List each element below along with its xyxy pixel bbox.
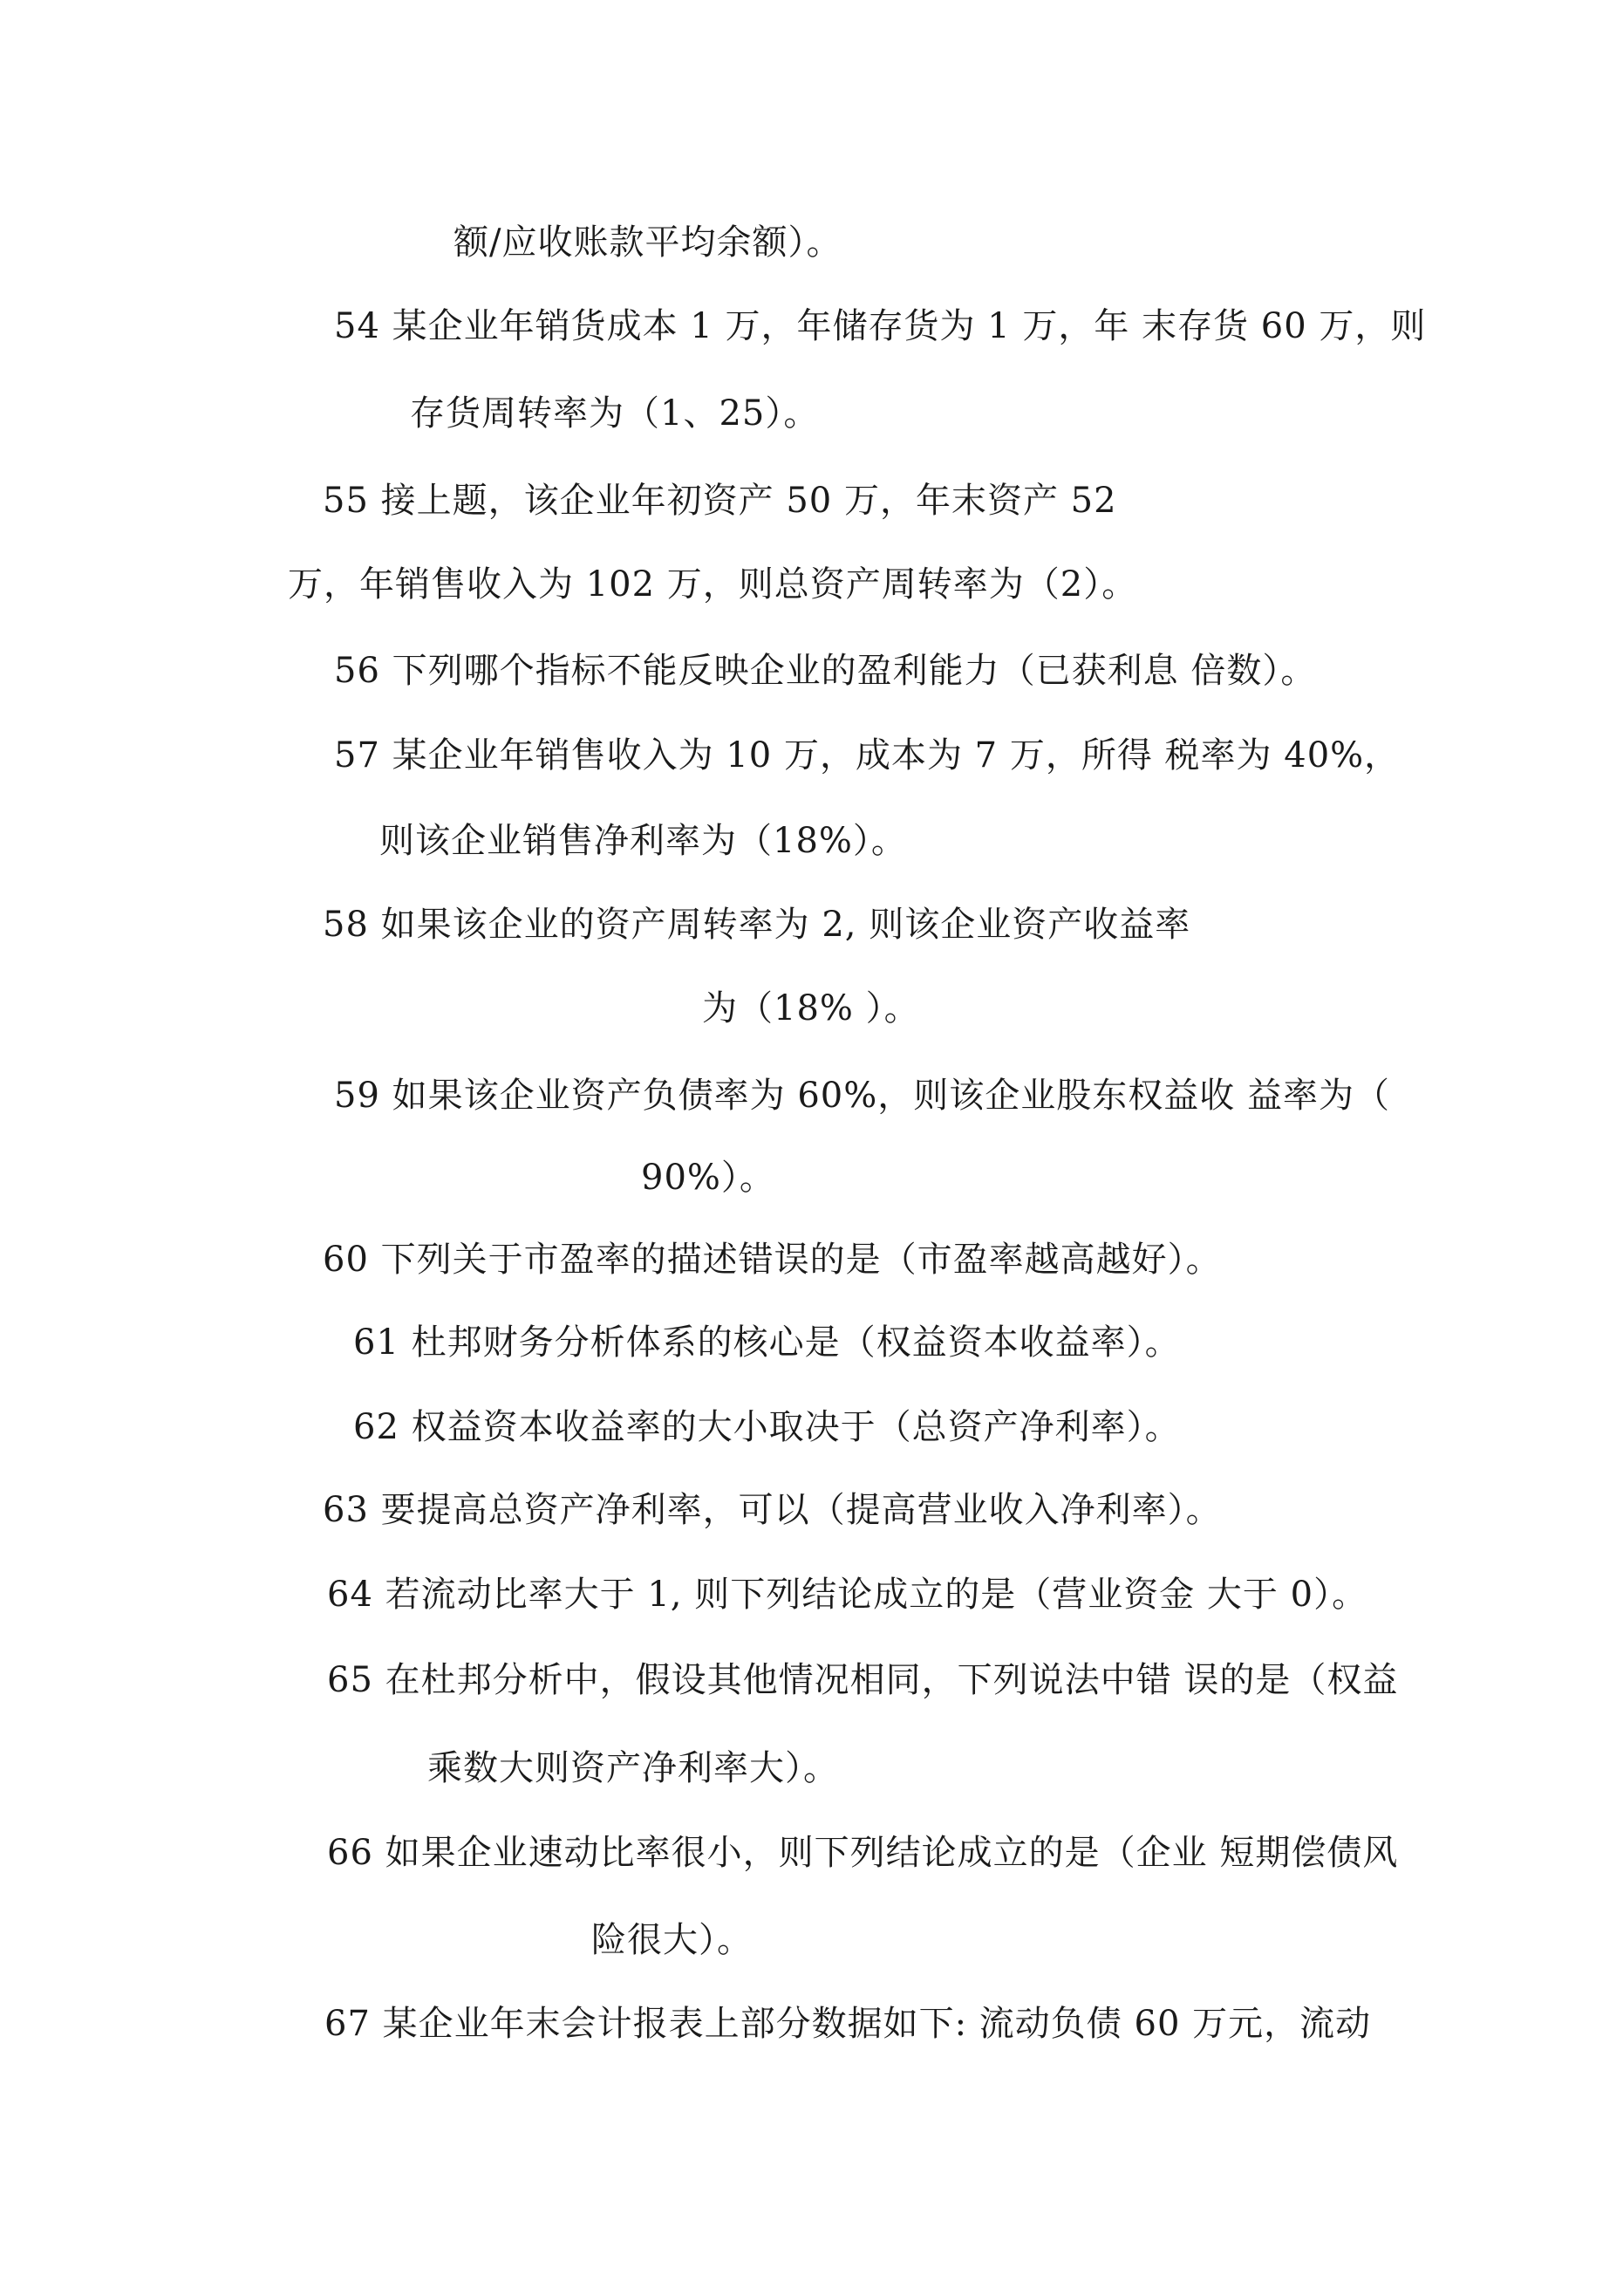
text-line-4: 55 接上题，该企业年初资产 50 万，年末资产 52	[323, 481, 1117, 521]
text-line-16: 63 要提高总资产净利率，可以（提高营业收入净利率）。	[323, 1490, 1222, 1530]
text-line-11: 59 如果该企业资产负债率为 60%，则该企业股东权益收 益率为（	[334, 1076, 1390, 1116]
text-line-3: 存货周转率为（1、25）。	[410, 393, 820, 434]
text-line-22: 67 某企业年末会计报表上部分数据如下: 流动负债 60 万元，流动	[324, 2004, 1372, 2044]
text-line-6: 56 下列哪个指标不能反映企业的盈利能力（已获利息 倍数）。	[334, 651, 1317, 691]
text-line-19: 乘数大则资产净利率大）。	[427, 1748, 839, 1788]
text-line-20: 66 如果企业速动比率很小，则下列结论成立的是（企业 短期偿债风	[327, 1833, 1399, 1873]
text-line-13: 60 下列关于市盈率的描述错误的是（市盈率越高越好）。	[323, 1240, 1222, 1280]
text-line-17: 64 若流动比率大于 1, 则下列结论成立的是（营业资金 大于 0）。	[327, 1575, 1368, 1615]
text-line-14: 61 杜邦财务分析体系的核心是（权益资本收益率）。	[353, 1322, 1181, 1363]
text-line-21: 险很大）。	[591, 1920, 753, 1960]
text-line-18: 65 在杜邦分析中，假设其他情况相同，下列说法中错 误的是（权益	[327, 1660, 1399, 1700]
text-line-1: 额/应收账款平均余额）。	[453, 222, 842, 263]
text-line-9: 58 如果该企业的资产周转率为 2, 则该企业资产收益率	[323, 905, 1191, 945]
text-line-12: 90%）。	[641, 1158, 775, 1198]
text-line-2: 54 某企业年销货成本 1 万，年储存货为 1 万，年 末存货 60 万，则	[334, 306, 1427, 346]
text-line-5: 万，年销售收入为 102 万，则总资产周转率为（2）。	[288, 564, 1138, 605]
text-line-7: 57 某企业年销售收入为 10 万，成本为 7 万，所得 税率为 40%，	[334, 735, 1401, 776]
text-line-8: 则该企业销售净利率为（18%）。	[379, 821, 907, 861]
text-line-10: 为（18% ）。	[702, 988, 920, 1028]
text-line-15: 62 权益资本收益率的大小取决于（总资产净利率）。	[353, 1407, 1181, 1447]
